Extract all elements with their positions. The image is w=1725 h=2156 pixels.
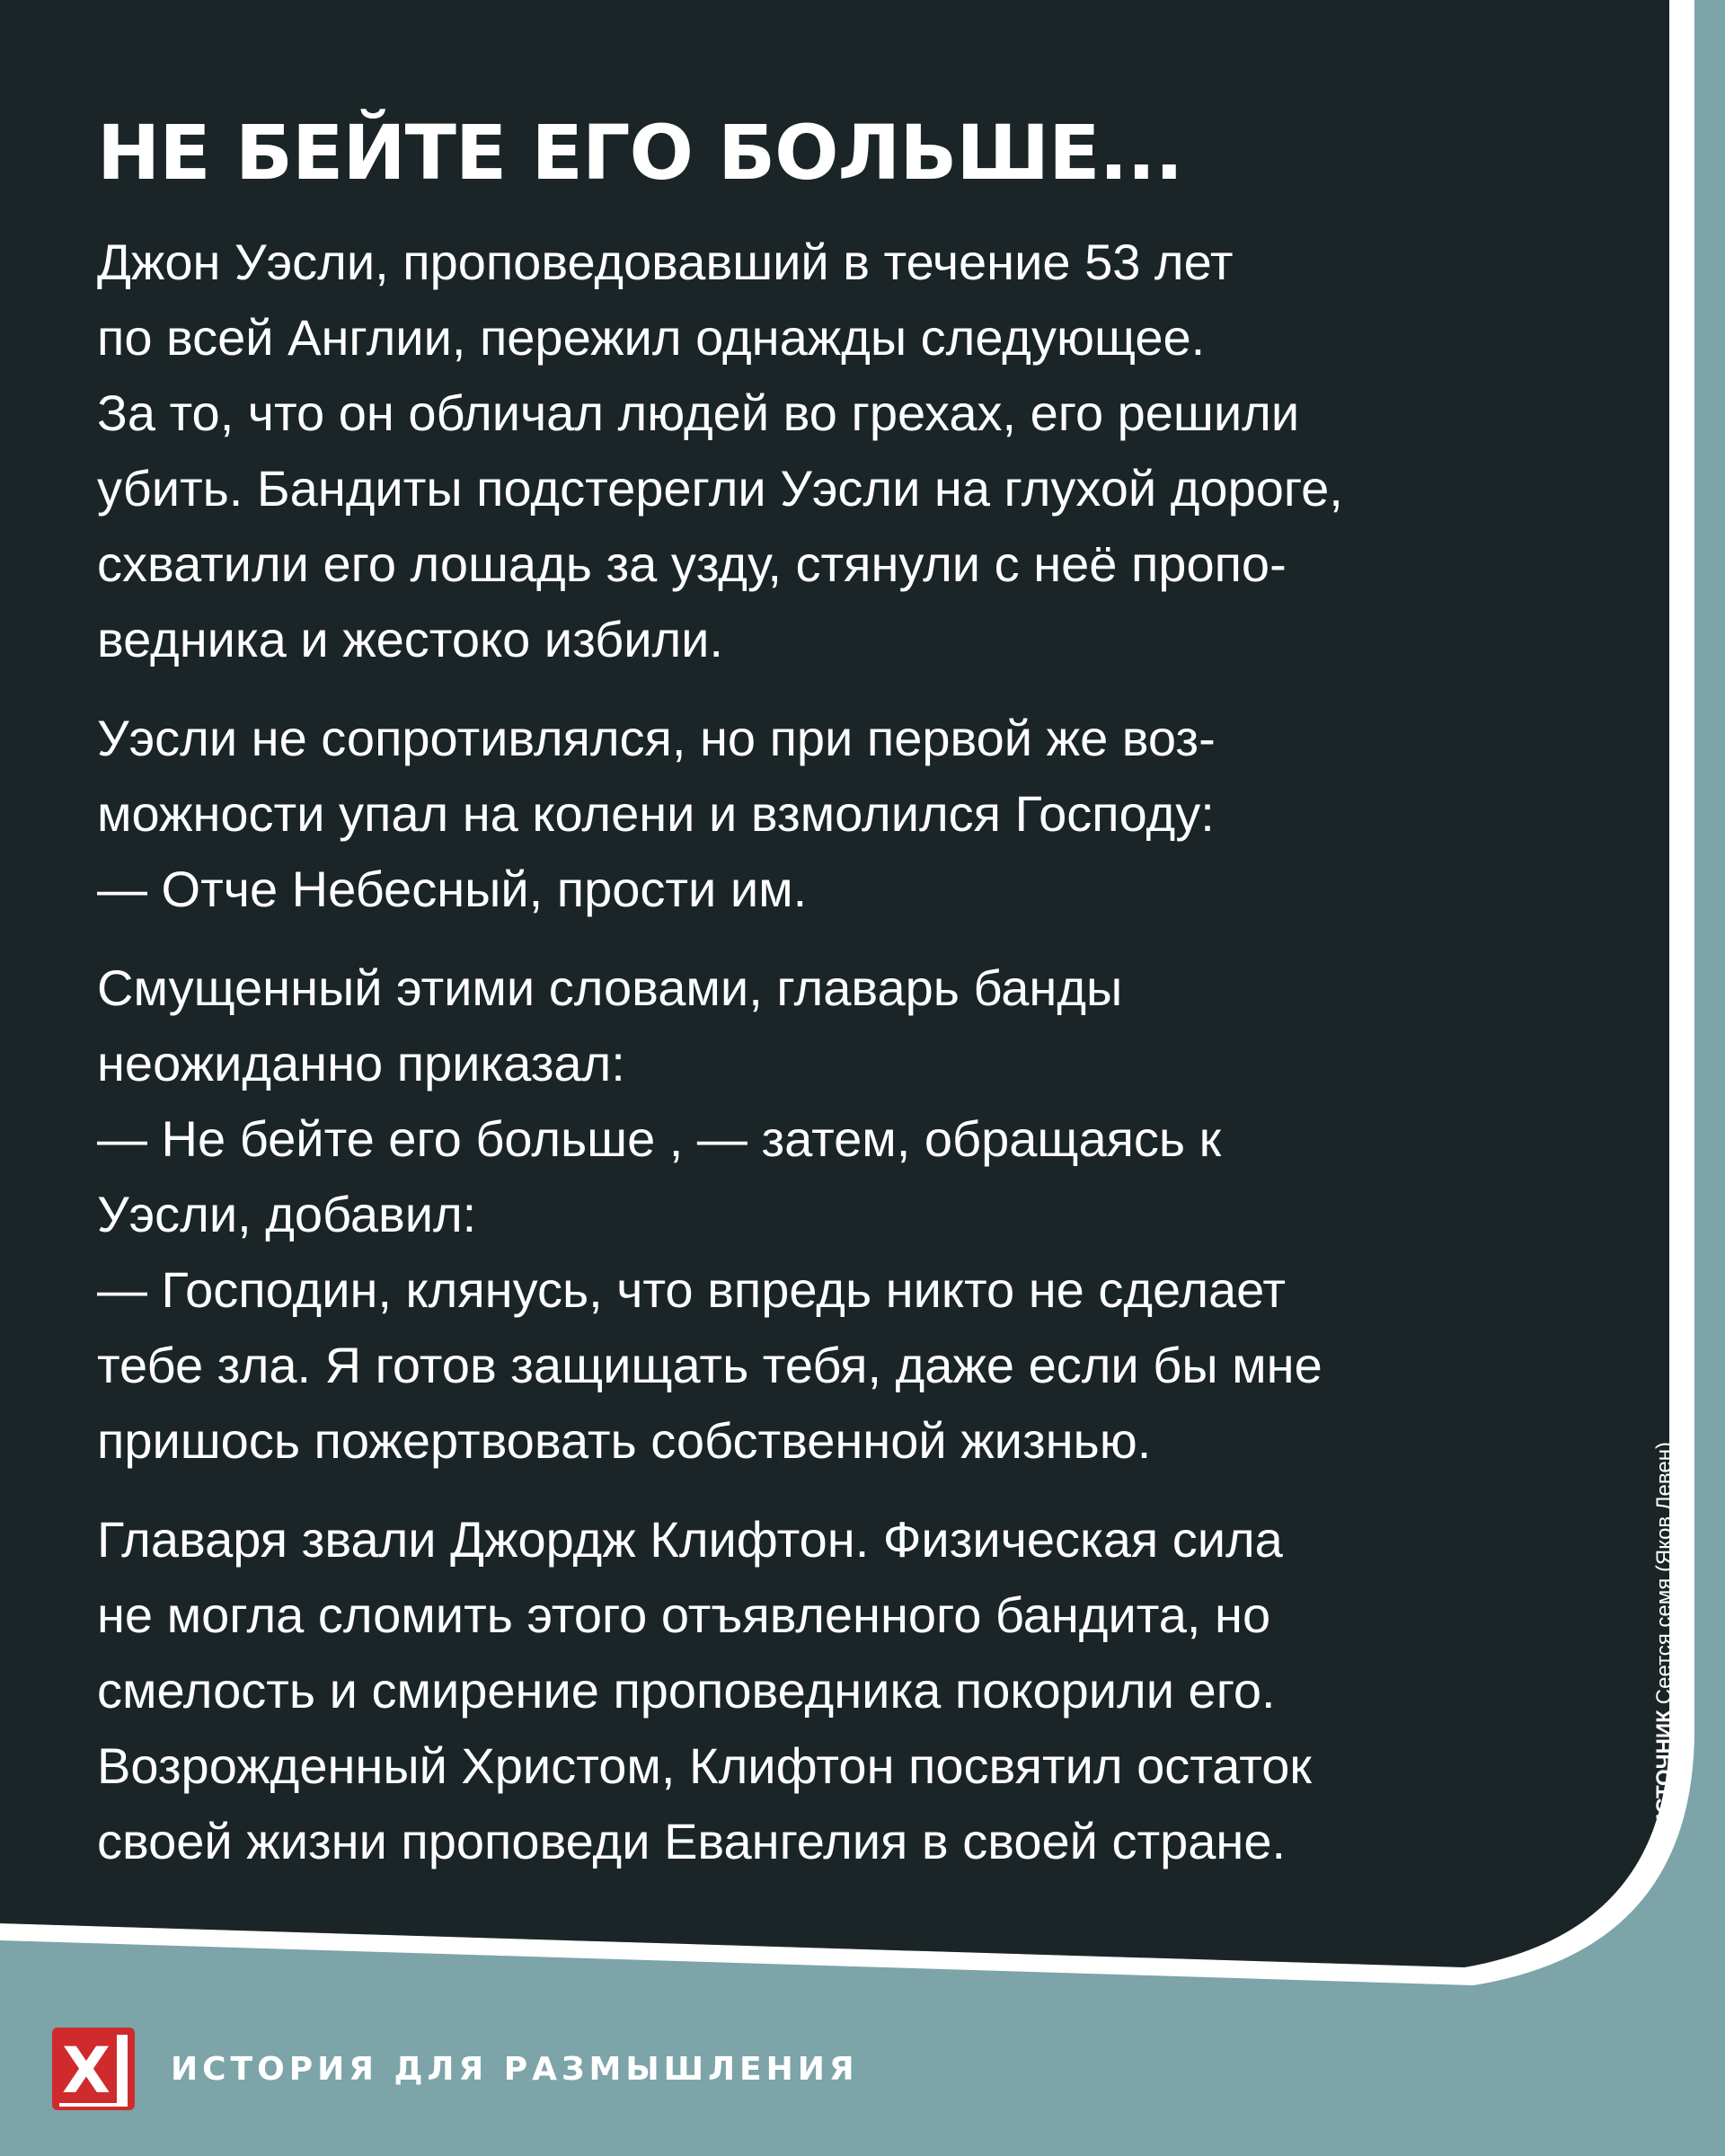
paragraph-line: Уэсли не сопротивлялся, но при первой же воз- <box>97 710 1216 766</box>
paragraph-line: Джон Уэсли, проповедовавший в течение 53 лет <box>97 234 1234 290</box>
paragraph-line: Возрожденный Христом, Клифтон посвятил остаток <box>97 1737 1312 1794</box>
paragraph-line: по всей Англии, пережил однажды следующее. <box>97 309 1206 366</box>
paragraph-line: смелость и смирение проповедника покорили его. <box>97 1662 1276 1719</box>
source-text: Сеется семя (Яков Левен) <box>1652 1442 1676 1705</box>
paragraph-line: Главаря звали Джордж Клифтон. Физическая сила <box>97 1511 1283 1568</box>
paragraph-line: — Не бейте его больше , — затем, обращаясь к <box>97 1110 1222 1167</box>
story-content <box>97 108 1552 1903</box>
paragraph-4 <box>97 1502 1552 1879</box>
paragraph-line: ведника и жестоко избили. <box>97 611 723 667</box>
paragraph-line: схватили его лошадь за узду, стянули с неё пропо- <box>97 535 1287 592</box>
paragraph-2 <box>97 701 1552 927</box>
footer-title: ИСТОРИЯ ДЛЯ РАЗМЫШЛЕНИЯ <box>171 2050 859 2088</box>
paragraph-1 <box>97 225 1552 677</box>
paragraph-line: можности упал на колени и взмолился Господу: <box>97 785 1215 842</box>
paragraph-line: — Отче Небесный, прости им. <box>97 861 808 917</box>
paragraph-line: неожиданно приказал: <box>97 1035 625 1091</box>
source-label: ИСТОЧНИК <box>1652 1710 1676 1829</box>
logo-letter: X <box>62 2034 111 2107</box>
paragraph-line: тебе зла. Я готов защищать тебя, даже если бы мне <box>97 1337 1322 1393</box>
x-logo-icon <box>52 2028 135 2110</box>
source-credit <box>1651 1442 1678 1829</box>
headline: НЕ БЕЙТЕ ЕГО БОЛЬШЕ... <box>97 109 1183 197</box>
paragraph-line: своей жизни проповеди Евангелия в своей стране. <box>97 1813 1287 1869</box>
footer <box>52 2028 859 2110</box>
paragraph-line: не могла сломить этого отъявленного бандита, но <box>97 1586 1271 1643</box>
paragraph-line: Смущенный этими словами, главарь банды <box>97 959 1123 1016</box>
paragraph-line: пришось пожертвовать собственной жизнью. <box>97 1412 1152 1469</box>
paragraph-line: За то, что он обличал людей во грехах, его решили <box>97 384 1300 441</box>
paragraph-line: Уэсли, добавил: <box>97 1186 477 1242</box>
paragraph-3 <box>97 950 1552 1479</box>
paragraph-line: убить. Бандиты подстерегли Уэсли на глухой дороге, <box>97 460 1343 517</box>
paragraph-line: — Господин, клянусь, что впредь никто не сделает <box>97 1261 1287 1318</box>
